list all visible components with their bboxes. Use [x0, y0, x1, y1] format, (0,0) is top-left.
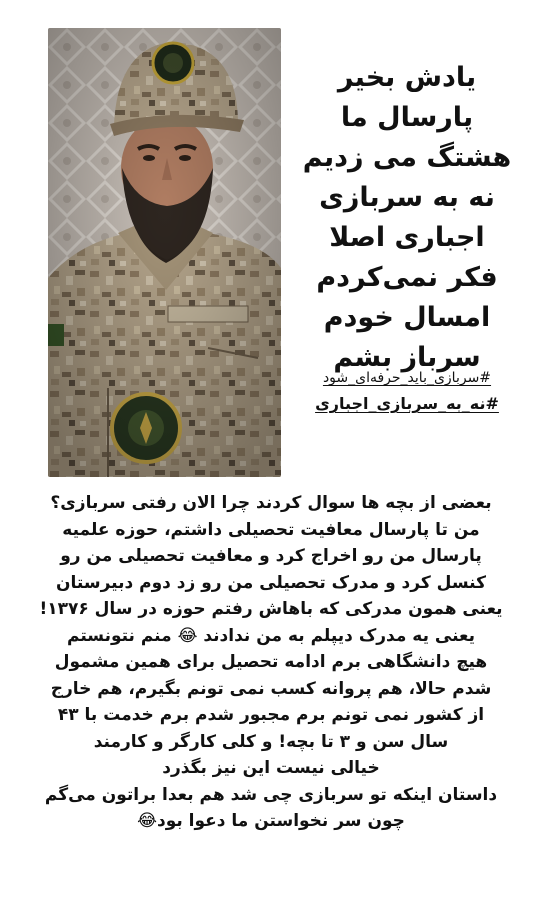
body-line: خیالی نیست این نیز بگذرد — [162, 758, 380, 778]
headline-line: نه به سربازی — [319, 182, 495, 213]
hashtag-link[interactable]: #سربازی_باید_حرفه‌ای_شود — [322, 370, 492, 386]
body-line: یعنی همون مدرکی که باهاش رفتم حوزه در سال ۱۳۷۶! — [39, 599, 503, 619]
body-line: پارسال من رو اخراج کرد و معافیت تحصیلی من رو — [60, 546, 482, 566]
body-line: چون سر نخواستن ما دعوا بود😂 — [137, 811, 405, 831]
hashtag-group — [292, 367, 522, 419]
headline-line: فکر نمی‌کردم — [316, 262, 498, 293]
body-line: بعضی از بچه ها سوال کردند چرا الان رفتی سربازی؟ — [50, 493, 492, 513]
body-line: شدم حالا، هم پروانه کسب نمی تونم بگیرم، هم خارج — [50, 678, 492, 699]
body-line: داستان اینکه تو سربازی چی شد هم بعدا براتون می‌گم — [44, 784, 498, 805]
headline-line: پارسال ما — [340, 102, 474, 133]
headline-line: یادش بخیر — [337, 62, 477, 93]
body-line: هیچ دانشگاهی برم ادامه تحصیل برای همین مشمول — [54, 652, 488, 672]
headline — [292, 58, 522, 378]
soldier-photo — [48, 28, 281, 477]
headline-line: هشتگ می زدیم — [302, 142, 512, 173]
body-line: از کشور نمی تونم برم مجبور شدم برم خدمت با ۴۳ — [57, 705, 485, 725]
headline-line: سرباز بشم — [333, 342, 481, 373]
headline-line: امسال خودم — [323, 302, 491, 333]
headline-line: اجباری اصلا — [329, 222, 485, 253]
post-body-text — [12, 490, 530, 835]
body-line: من تا پارسال معافیت تحصیلی داشتم، حوزه علمیه — [62, 519, 480, 540]
body-line: کنسل کرد و مدرک تحصیلی من رو زد دوم دبیرستان — [56, 572, 486, 593]
body-line: یعنی یه مدرک دیپلم به من ندادند 😂 منم نتونستم — [67, 625, 475, 646]
body-line: سال سن و ۳ تا بچه! و کلی کارگر و کارمند — [93, 731, 449, 752]
hashtag-link[interactable]: #نه_به_سربازی_اجباری — [315, 394, 499, 413]
